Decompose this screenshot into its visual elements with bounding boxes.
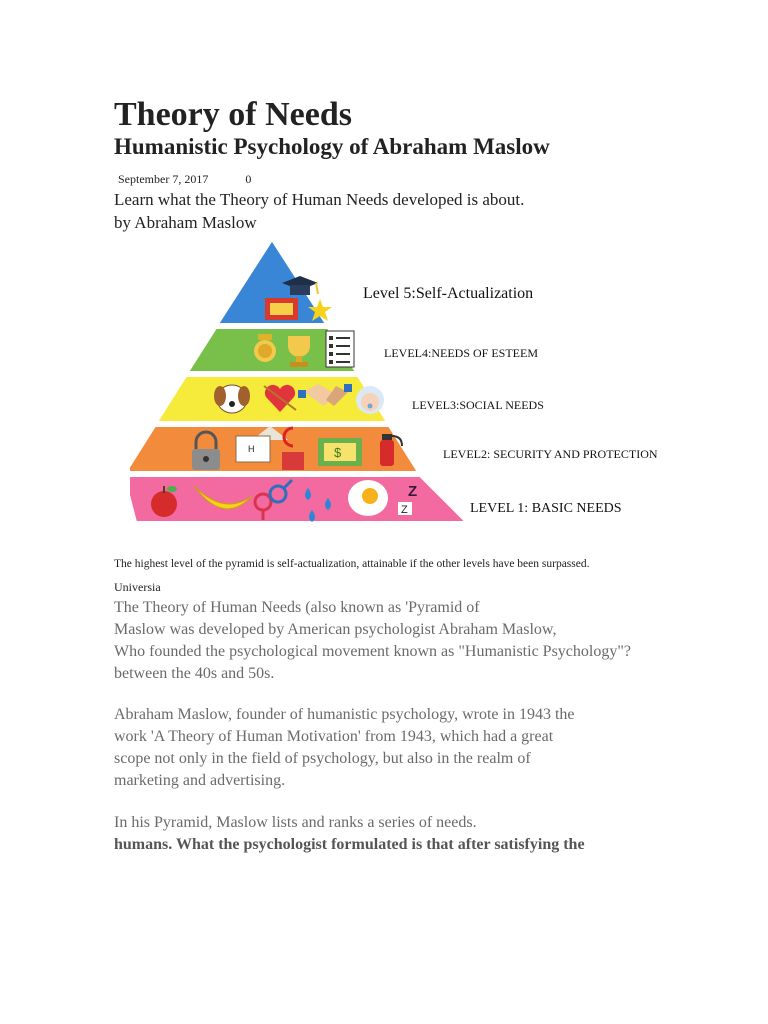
article-lead <box>114 188 524 234</box>
level-3-label: LEVEL3:SOCIAL NEEDS <box>412 398 544 412</box>
level-4-label: LEVEL4:NEEDS OF ESTEEM <box>384 346 538 360</box>
paragraph-1 <box>114 597 631 685</box>
paragraph-line: Maslow was developed by American psychologist Abraham Maslow, <box>114 621 557 638</box>
paragraph-line: Who founded the psychological movement known as "Humanistic Psychology"? <box>114 643 631 660</box>
paragraph-bold-line: humans. What the psychologist formulated is that after satisfying the <box>114 836 585 853</box>
sleep-z-letter: Z <box>401 504 408 516</box>
publish-date: September 7, 2017 <box>118 172 209 186</box>
paragraph-line: Abraham Maslow, founder of humanistic psychology, wrote in 1943 the <box>114 706 575 723</box>
pyramid-level-3 <box>157 376 544 422</box>
paragraph-line: scope not only in the field of psychology, but also in the realm of <box>114 750 531 767</box>
paragraph-line: between the 40s and 50s. <box>114 665 275 682</box>
paragraph-2 <box>114 704 575 792</box>
level-2-label: LEVEL2: SECURITY AND PROTECTION <box>443 447 658 461</box>
paragraph-line: work 'A Theory of Human Motivation' from 1943, which had a great <box>114 728 554 745</box>
pyramid-level-5 <box>218 240 533 324</box>
pyramid-level-4 <box>188 328 538 372</box>
pyramid-level-2 <box>130 426 658 472</box>
level-1-label: LEVEL 1: BASIC NEEDS <box>470 501 622 516</box>
baby-icon <box>356 386 384 414</box>
money-icon <box>318 438 362 466</box>
certificate-icon <box>265 298 298 320</box>
money-symbol: $ <box>334 445 342 460</box>
sleep-zz-letters: Z <box>408 483 418 500</box>
checklist-icon <box>326 331 354 367</box>
comment-count[interactable]: 0 <box>245 172 252 186</box>
paragraph-line: The Theory of Human Needs (also known as 'Pyramid of <box>114 599 480 616</box>
egg-icon <box>348 480 388 516</box>
pyramid-level-1 <box>130 476 622 522</box>
lead-line: Learn what the Theory of Human Needs developed is about. <box>114 190 525 209</box>
byline: by Abraham Maslow <box>114 213 257 232</box>
paragraph-line: In his Pyramid, Maslow lists and ranks a series of needs. <box>114 814 477 831</box>
maslow-pyramid-image <box>130 236 700 528</box>
trophy-icon <box>288 336 310 367</box>
house-letter: H <box>248 444 255 454</box>
article-subtitle: Humanistic Psychology of Abraham Maslow <box>114 134 550 159</box>
article-meta <box>118 172 251 187</box>
image-source: Universia <box>114 580 161 594</box>
paragraph-line: marketing and advertising. <box>114 772 286 789</box>
level-5-label: Level 5:Self-Actualization <box>363 285 534 302</box>
paragraph-3 <box>114 812 585 856</box>
article-title: Theory of Needs <box>114 96 352 133</box>
image-caption: The highest level of the pyramid is self-actualization, attainable if the other levels have been surpassed. <box>114 558 590 570</box>
